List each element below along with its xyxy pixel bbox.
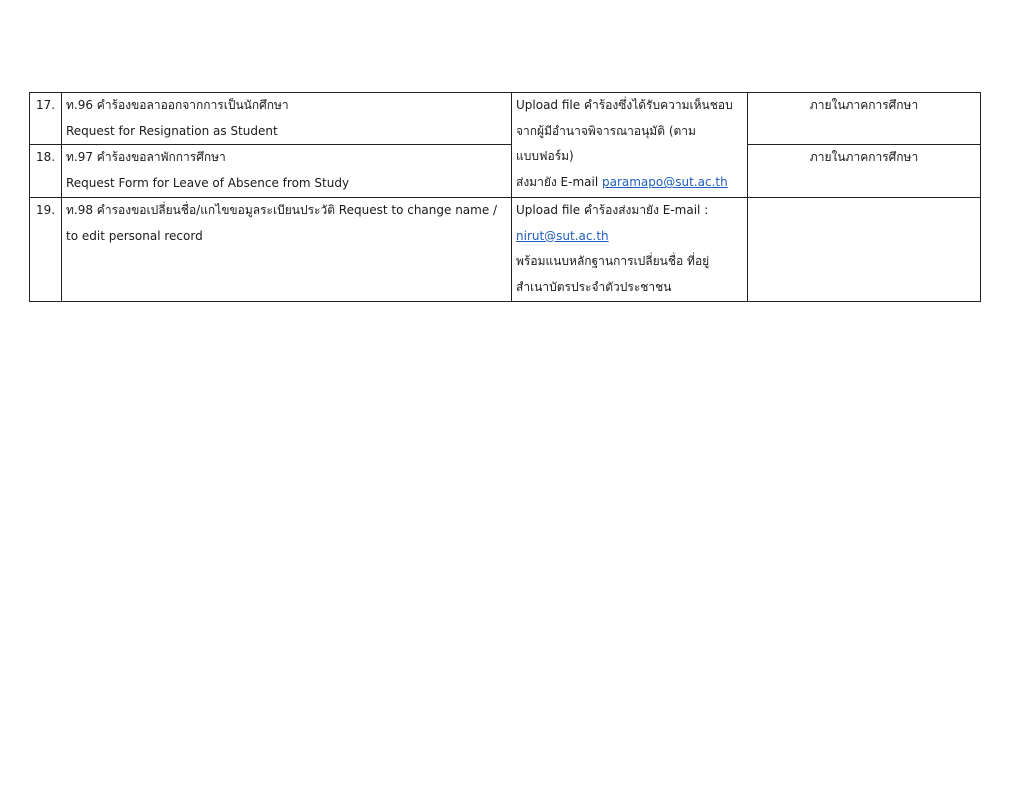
method-line: แบบฟอร์ม) xyxy=(516,149,574,164)
forms-table xyxy=(29,92,981,302)
submission-method-cell xyxy=(512,197,748,301)
table-row xyxy=(30,197,981,301)
form-name-thai: ท.97 คำร้องขอลาพักการศึกษา xyxy=(66,150,226,165)
row-number: 19. xyxy=(30,197,62,301)
email-link-nirut[interactable]: nirut@sut.ac.th xyxy=(516,228,609,243)
form-name-thai: ท.96 คำร้องขอลาออกจากการเป็นนักศึกษา xyxy=(66,98,289,112)
form-name-cell xyxy=(62,197,512,301)
submission-method-cell xyxy=(512,93,748,198)
method-line: Upload file คำร้องส่งมายัง E-mail : xyxy=(516,202,709,217)
form-name-line: to edit personal record xyxy=(66,228,203,243)
method-line: สำเนาบัตรประจำตัวประชาชน xyxy=(516,279,672,294)
table-row xyxy=(30,93,981,145)
form-name-cell xyxy=(62,145,512,197)
period-cell: ภายในภาคการศึกษา xyxy=(748,93,981,145)
method-line-email xyxy=(516,170,743,196)
method-line: Upload file คำร้องซึ่งได้รับความเห็นชอบ xyxy=(516,98,733,112)
method-line: พร้อมแนบหลักฐานการเปลี่ยนชื่อ ที่อยู่ xyxy=(516,254,710,269)
row-number: 18. xyxy=(30,145,62,197)
form-name-line: ท.98 คำรองขอเปลี่ยนชื่อ/แกไขขอมูลระเบียนประวัติ Request to change name / xyxy=(66,202,498,217)
form-name-english: Request Form for Leave of Absence from Study xyxy=(66,176,350,191)
period-cell: ภายในภาคการศึกษา xyxy=(748,145,981,197)
table-row xyxy=(30,145,981,197)
method-line: จากผู้มีอำนาจพิจารณาอนุมัติ (ตาม xyxy=(516,123,696,138)
form-name-cell xyxy=(62,93,512,145)
method-line-email xyxy=(516,224,743,250)
email-link-paramapo[interactable]: paramapo@sut.ac.th xyxy=(601,175,728,190)
period-cell xyxy=(748,197,981,301)
form-name-english: Request for Resignation as Student xyxy=(66,123,278,138)
email-prefix: ส่งมายัง E-mail xyxy=(516,175,602,190)
row-number: 17. xyxy=(30,93,62,145)
